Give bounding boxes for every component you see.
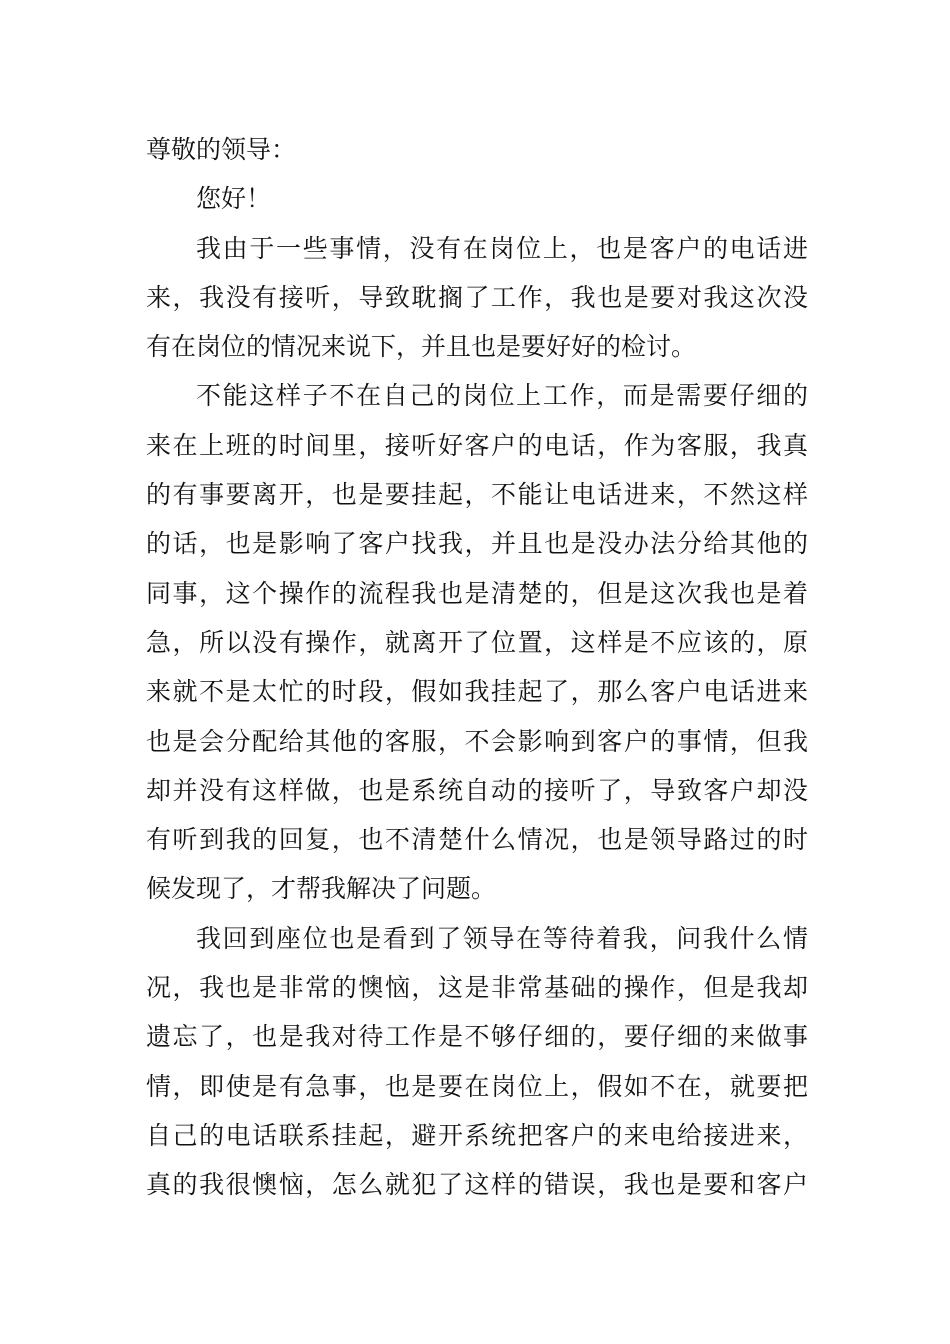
greeting (146, 174, 808, 223)
text-line: 候发现了，才帮我解决了问题。 (146, 874, 497, 904)
text-line: 真的我很懊恼，怎么就犯了这样的错误，我也是要和客户 (146, 1170, 808, 1200)
text-line: 急，所以没有操作，就离开了位置，这样是不应该的，原 (146, 627, 808, 657)
paragraph-3 (146, 914, 808, 1210)
text-line: 有在岗位的情况来说下，并且也是要好好的检讨。 (146, 332, 697, 362)
salutation-text: 尊敬的领导： (146, 135, 297, 164)
text-line: 的有事要离开，也是要挂起，不能让电话进来，不然这样 (146, 480, 808, 510)
greeting-text: 您好！ (196, 184, 272, 214)
salutation (146, 125, 808, 174)
text-line: 来，我没有接听，导致耽搁了工作，我也是要对我这次没 (146, 282, 808, 312)
text-line: 不能这样子不在自己的岗位上工作，而是需要仔细的 (196, 381, 808, 411)
paragraph-1 (146, 224, 808, 372)
paragraph-2 (146, 371, 808, 913)
text-line: 也是会分配给其他的客服，不会影响到客户的事情，但我 (146, 726, 808, 756)
text-line: 情，即使是有急事，也是要在岗位上，假如不在，就要把 (146, 1071, 808, 1101)
text-line: 有听到我的回复，也不清楚什么情况，也是领导路过的时 (146, 825, 808, 855)
text-line: 的话，也是影响了客户找我，并且也是没办法分给其他的 (146, 529, 808, 559)
text-line: 来在上班的时间里，接听好客户的电话，作为客服，我真 (146, 430, 808, 460)
text-line: 遗忘了，也是我对待工作是不够仔细的，要仔细的来做事 (146, 1022, 808, 1052)
text-line: 自己的电话联系挂起，避开系统把客户的来电给接进来， (146, 1120, 808, 1150)
text-line: 我回到座位也是看到了领导在等待着我，问我什么情 (196, 923, 808, 953)
text-line: 却并没有这样做，也是系统自动的接听了，导致客户却没 (146, 775, 808, 805)
text-line: 况，我也是非常的懊恼，这是非常基础的操作，但是我却 (146, 973, 808, 1003)
text-line: 同事，这个操作的流程我也是清楚的，但是这次我也是着 (146, 578, 808, 608)
letter-body (146, 125, 808, 1210)
text-line: 我由于一些事情，没有在岗位上，也是客户的电话进 (196, 233, 808, 263)
text-line: 来就不是太忙的时段，假如我挂起了，那么客户电话进来 (146, 677, 808, 707)
